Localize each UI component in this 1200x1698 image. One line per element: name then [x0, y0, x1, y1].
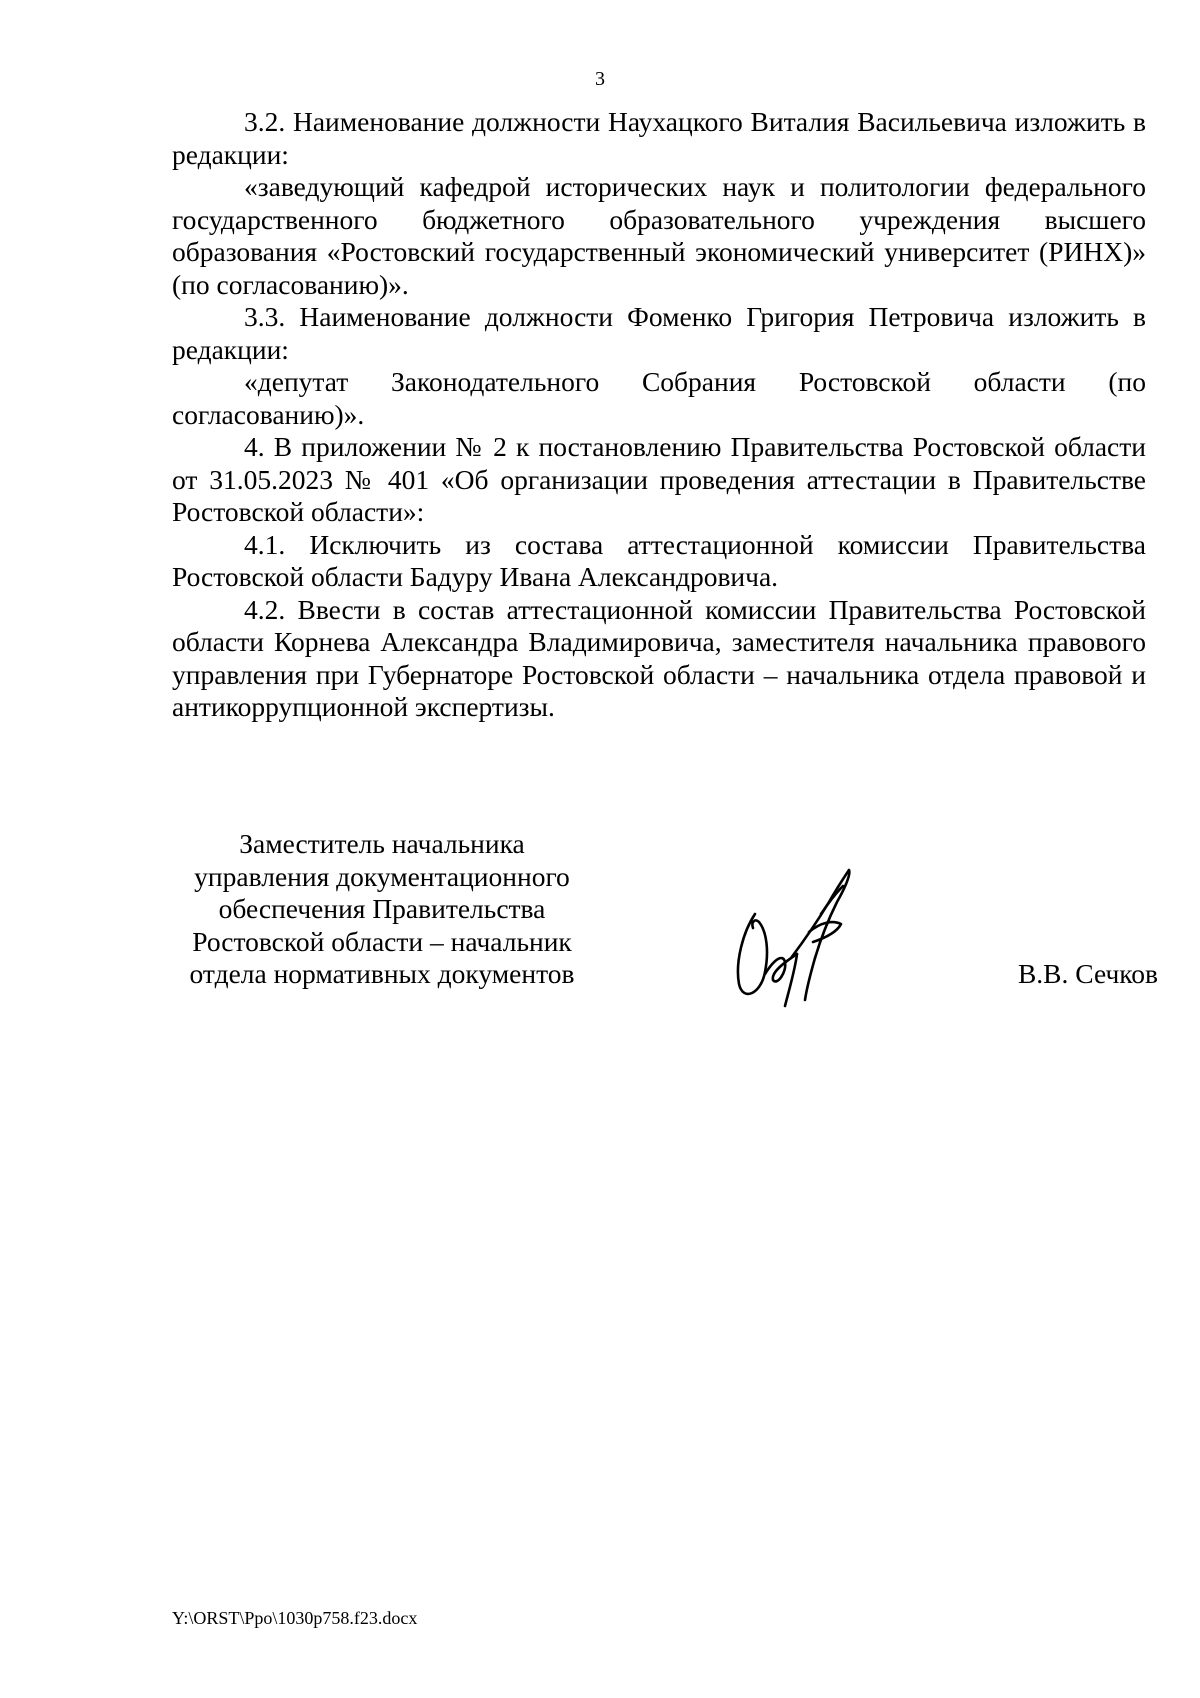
paragraph-4: 4. В приложении № 2 к постановлению Правительства Ростовской области от 31.05.2023 № 401 «Об организации проведения аттестации в Правительстве Ростовской области»: — [172, 431, 1146, 527]
paragraph-4-2: 4.2. Ввести в состав аттестационной комиссии Правительства Ростовской области Корнева Александра Владимировича, заместителя начальника правового управления при Губернаторе Ростовской области – начальника отдела правовой и антикоррупционной экспертизы. — [172, 593, 1146, 722]
paragraph-3-3: 3.3. Наименование должности Фоменко Григория Петровича изложить в редакции: — [172, 301, 1146, 365]
paragraph-3-3-text: «депутат Законодательного Собрания Ростовской области (по согласованию)». — [172, 366, 1146, 430]
position-line: управления документационного — [194, 860, 570, 892]
paragraph-3-2-text: «заведующий кафедрой исторических наук и политологии федерального государственного бюджетного образовательного учреждения высшего образования «Ростовский государственный экономический университет (РИНХ)» (по согласованию)». — [172, 171, 1146, 300]
signatory-name: В.В. Сечков — [1017, 958, 1158, 989]
paragraph-3-2: 3.2. Наименование должности Наухацкого Виталия Васильевича изложить в редакции: — [172, 106, 1146, 170]
paragraph-4-1: 4.1. Исключить из состава аттестационной комиссии Правительства Ростовской области Бадуру Ивана Александровича. — [172, 528, 1146, 592]
position-line: обеспечения Правительства — [218, 893, 546, 924]
document-body — [172, 106, 1146, 724]
position-line: отдела нормативных документов — [189, 958, 575, 989]
handwritten-signature — [725, 862, 875, 1012]
page-number: 3 — [595, 68, 605, 90]
signatory-position — [172, 828, 592, 991]
position-line: Заместитель начальника — [239, 828, 525, 859]
position-line: Ростовской области – начальник — [192, 925, 572, 957]
file-path: Y:\ORST\Ppo\1030p758.f23.docx — [172, 1608, 418, 1628]
